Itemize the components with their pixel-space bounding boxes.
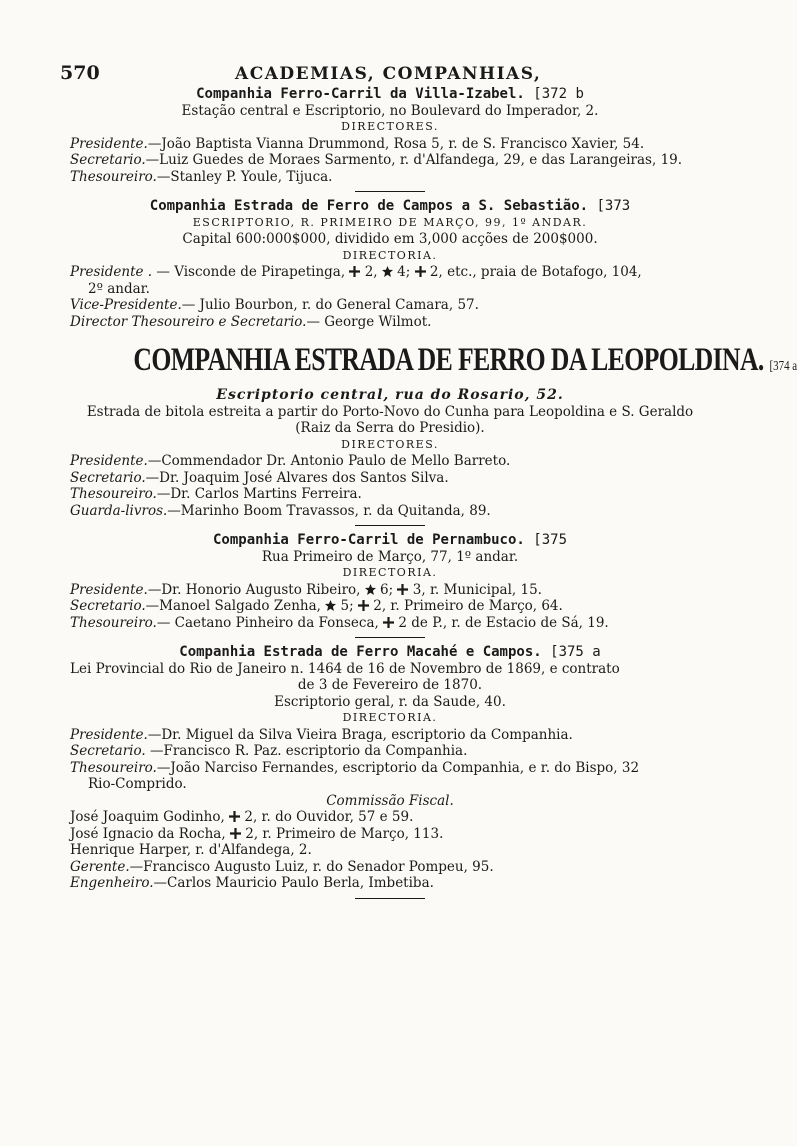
company-law: Lei Provincial do Rio de Janeiro n. 1464 de 16 de Novembro de 1869, e contrato <box>70 660 620 677</box>
entry-ref: [375 a <box>550 644 601 660</box>
page-content <box>70 86 797 905</box>
officer-text: — Caetano Pinheiro da Fonseca, <box>156 614 384 631</box>
officer-row <box>70 486 710 503</box>
company-title-375 <box>70 532 710 549</box>
member-row <box>70 809 710 826</box>
order-star-icon <box>365 584 376 595</box>
officer-text: —Carlos Mauricio Paulo Berla, Imbetiba. <box>153 875 434 891</box>
company-name: Companhia Estrada de Ferro de Campos a S. Sebastião. <box>149 198 589 214</box>
officer-row-continuation: Rio-Comprido. <box>88 776 187 792</box>
officer-row <box>70 859 710 876</box>
order-cross-icon <box>349 266 360 277</box>
member-text: 2, r. do Ouvidor, 57 e 59. <box>240 809 414 825</box>
officer-row <box>70 297 710 314</box>
officer-row <box>70 582 710 599</box>
officer-row <box>70 760 710 777</box>
officer-row <box>70 503 710 520</box>
company-description: Estrada de bitola estreita a partir do Porto-Novo do Cunha para Leopoldina e S. Geraldo <box>86 403 694 420</box>
order-cross-icon <box>229 811 240 822</box>
company-name: Companhia Estrada de Ferro Macahé e Campos. <box>179 644 542 660</box>
officer-row <box>70 264 710 281</box>
company-title-372b <box>70 86 710 103</box>
member-row: Henrique Harper, r. d'Alfandega, 2. <box>70 842 312 858</box>
officer-row <box>70 875 710 892</box>
company-name: COMPANHIA ESTRADA DE FERRO DA LEOPOLDINA. <box>133 342 764 378</box>
officer-text: —Commendador Dr. Antonio Paulo de Mello Barreto. <box>147 453 511 469</box>
officer-text: — Julio Bourbon, r. do General Camara, 57. <box>181 297 479 313</box>
officer-text: 6; <box>375 581 398 598</box>
member-text: 2, r. Primeiro de Março, 113. <box>240 825 444 842</box>
company-name: Companhia Ferro-Carril de Pernambuco. <box>212 532 525 548</box>
officer-role: Secretario. <box>70 743 146 759</box>
entry-ref: [373 <box>596 198 631 214</box>
officer-role: Thesoureiro. <box>70 614 157 631</box>
officer-row-continuation: 2º andar. <box>88 280 150 297</box>
company-name: Companhia Ferro-Carril da Villa-Izabel. <box>196 86 525 102</box>
divider-rule <box>355 637 425 638</box>
officer-text: 3, r. Municipal, 15. <box>408 581 542 598</box>
section-label: DIRECTORES. <box>341 437 439 451</box>
officer-row <box>70 743 710 760</box>
divider-rule <box>355 525 425 526</box>
officer-text: —Stanley P. Youle, Tijuca. <box>156 168 333 185</box>
company-office: Escriptorio geral, r. da Saude, 40. <box>274 693 506 710</box>
officer-row <box>70 470 710 487</box>
officer-text: —Dr. Carlos Martins Ferreira. <box>156 486 362 502</box>
divider-rule <box>355 898 425 899</box>
officer-text: —Dr. Honorio Augusto Ribeiro, <box>147 581 365 598</box>
member-row <box>70 826 710 843</box>
officer-role: Engenheiro. <box>70 875 154 891</box>
member-text: José Joaquim Godinho, <box>70 809 230 825</box>
company-law: de 3 de Fevereiro de 1870. <box>297 677 483 693</box>
order-cross-icon <box>230 828 241 839</box>
officer-row <box>70 598 710 615</box>
officer-row <box>70 136 710 153</box>
officer-text: 2, <box>360 264 382 280</box>
officer-role: Secretario. <box>70 469 146 486</box>
officer-role: Presidente. <box>70 135 148 152</box>
officer-text: 2, etc., praia de Botafogo, 104, <box>425 264 642 280</box>
officer-text: —Francisco R. Paz. escriptorio da Companhia. <box>145 743 468 759</box>
officer-role: Presidente. <box>70 581 148 598</box>
entry-ref: [374 a <box>769 359 797 374</box>
officer-role: Vice-Presidente. <box>70 297 182 313</box>
commission-heading: Commissão Fiscal. <box>326 792 454 809</box>
officer-text: 2 de P., r. de Estacio de Sá, 19. <box>394 614 609 631</box>
officer-role: Presidente. <box>70 453 148 469</box>
page-number: 570 <box>60 62 100 84</box>
company-address: Estação central e Escriptorio, no Boulevard do Imperador, 2. <box>181 102 599 119</box>
officer-row <box>70 169 710 186</box>
section-label: DIRECTORIA. <box>342 248 438 262</box>
officer-row <box>70 615 710 632</box>
order-star-icon <box>325 600 336 611</box>
officer-row <box>70 314 710 331</box>
officer-role: Guarda-livros. <box>70 502 168 519</box>
entry-ref: [375 <box>533 532 568 548</box>
company-capital: Capital 600:000$000, dividido em 3,000 acções de 200$000. <box>182 231 598 247</box>
officer-role: Secretario. <box>70 152 146 168</box>
officer-text: —Luiz Guedes de Moraes Sarmento, r. d'Alfandega, 29, e das Larangeiras, 19. <box>145 152 683 168</box>
officer-text: 4; <box>392 264 415 280</box>
officer-role: Presidente . <box>70 264 153 280</box>
officer-text: —Francisco Augusto Luiz, r. do Senador Pompeu, 95. <box>129 858 494 875</box>
order-cross-icon <box>397 584 408 595</box>
officer-text: —João Baptista Vianna Drummond, Rosa 5, r. de S. Francisco Xavier, 54. <box>147 135 645 152</box>
officer-role: Thesoureiro. <box>70 486 157 502</box>
officer-role: Secretario. <box>70 598 146 614</box>
officer-row <box>70 453 710 470</box>
divider-rule <box>355 191 425 192</box>
company-title-374a <box>133 340 797 387</box>
order-cross-icon <box>358 600 369 611</box>
officer-role: Thesoureiro. <box>70 168 157 185</box>
order-cross-icon <box>383 617 394 628</box>
company-office: Escriptorio central, rua do Rosario, 52. <box>216 387 564 403</box>
company-address: Rua Primeiro de Março, 77, 1º andar. <box>261 548 519 565</box>
order-cross-icon <box>415 266 426 277</box>
company-title-373 <box>70 198 710 215</box>
officer-role: Thesoureiro. <box>70 759 157 776</box>
officer-text: — George Wilmot. <box>306 313 432 330</box>
officer-text: 2, r. Primeiro de Março, 64. <box>368 598 563 614</box>
company-description: (Raiz da Serra do Presidio). <box>295 420 485 436</box>
officer-role: Presidente. <box>70 726 148 743</box>
company-address: ESCRIPTORIO, R. PRIMEIRO DE MARÇO, 99, 1º ANDAR. <box>192 215 588 229</box>
officer-text: 5; <box>336 598 358 614</box>
officer-row <box>70 152 710 169</box>
officer-role: Gerente. <box>70 858 130 875</box>
entry-ref: [372 b <box>533 86 584 102</box>
officer-text: — Visconde de Pirapetinga, <box>152 264 350 280</box>
officer-text: —João Narciso Fernandes, escriptorio da Companhia, e r. do Bispo, 32 <box>156 759 640 776</box>
section-label: DIRECTORIA. <box>342 566 438 579</box>
section-label: DIRECTORES. <box>341 120 439 133</box>
order-star-icon <box>382 266 393 277</box>
company-title-375a <box>70 644 710 661</box>
officer-text: —Marinho Boom Travassos, r. da Quitanda, 89. <box>167 502 491 519</box>
officer-row <box>70 727 710 744</box>
officer-text: —Dr. Joaquim José Alvares dos Santos Silva. <box>145 469 449 486</box>
member-text: José Ignacio da Rocha, <box>70 825 230 842</box>
officer-text: —Dr. Miguel da Silva Vieira Braga, escriptorio da Companhia. <box>147 726 573 743</box>
section-label: DIRECTORIA. <box>342 711 438 724</box>
officer-text: —Manoel Salgado Zenha, <box>145 598 326 614</box>
running-head <box>60 62 740 86</box>
officer-role: Director Thesoureiro e Secretario. <box>70 313 307 330</box>
running-title: ACADEMIAS, COMPANHIAS, <box>235 64 542 84</box>
